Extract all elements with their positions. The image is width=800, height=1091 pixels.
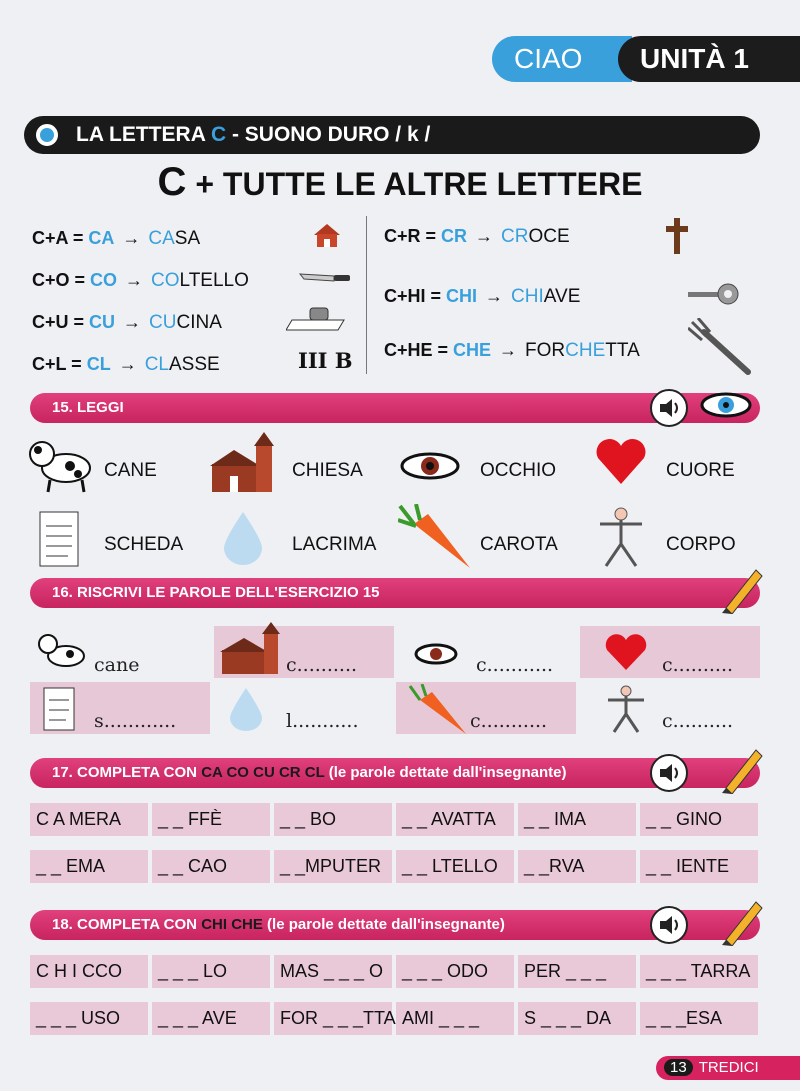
bullet-icon [36, 124, 58, 146]
pencil-icon [720, 896, 764, 946]
eye-icon [412, 640, 460, 668]
section-title-letter: C [210, 123, 227, 146]
answer-chiesa: c.......... [286, 654, 358, 676]
word-cell[interactable]: MAS _ _ _ O [274, 955, 392, 988]
word-cell[interactable]: _ _ _ USO [30, 1002, 148, 1035]
carrot-icon [398, 504, 474, 572]
carrot-icon [408, 684, 468, 736]
word-cell[interactable]: _ _ CAO [152, 850, 270, 883]
section-title-bar [24, 116, 760, 154]
title-rest: + TUTTE LE ALTRE LETTERE [186, 166, 643, 202]
rule-cr: C+R = CR → CROCE [384, 226, 570, 247]
word-cell[interactable]: S _ _ _ DA [518, 1002, 636, 1035]
word-cell[interactable]: _ _ _ TARRA [640, 955, 758, 988]
answer-cane: cane [94, 654, 140, 676]
church-icon [220, 620, 284, 676]
rule-ca: C+A = CA → CASA [32, 228, 201, 249]
word-cell[interactable]: _ _ _ AVE [152, 1002, 270, 1035]
heart-icon [604, 632, 648, 672]
body-icon [596, 506, 646, 568]
exercise-17-bar: 17. COMPLETA CON CA CO CU CR CL (le parole dettate dall'insegnante) [30, 758, 760, 788]
title-c: C [157, 160, 187, 204]
answer-cuore: c.......... [662, 654, 734, 676]
answer-corpo: c.......... [662, 710, 734, 732]
word-cell[interactable]: PER _ _ _ [518, 955, 636, 988]
speaker-icon[interactable] [650, 906, 688, 944]
speaker-icon[interactable] [650, 389, 688, 427]
word-cell[interactable]: _ _ AVATTA [396, 803, 514, 836]
teardrop-icon [218, 510, 268, 566]
rule-co: C+O = CO → COLTELLO [32, 270, 249, 291]
page-word: TREDICI [698, 1059, 759, 1076]
cross-icon [664, 216, 690, 256]
dog-icon [36, 630, 92, 676]
tab-unit: UNITÀ 1 [618, 36, 800, 82]
vocab-chiesa: CHIESA [292, 460, 363, 481]
word-cell[interactable]: _ _ IENTE [640, 850, 758, 883]
body-icon [604, 684, 648, 734]
page-number: 13 [664, 1059, 693, 1076]
heart-icon [594, 436, 648, 486]
word-cell[interactable]: _ _ _ESA [640, 1002, 758, 1035]
answer-occhio: c........... [476, 654, 554, 676]
stove-icon [286, 304, 348, 332]
document-icon [42, 686, 78, 732]
pencil-icon [720, 744, 764, 794]
word-cell[interactable]: _ _ FFÈ [152, 803, 270, 836]
key-icon [686, 282, 742, 306]
word-cell[interactable]: _ _ _ ODO [396, 955, 514, 988]
exercise-15-bar: 15. LEGGI [30, 393, 760, 423]
answer-scheda: s............ [94, 710, 177, 732]
word-cell[interactable]: AMI _ _ _ [396, 1002, 514, 1035]
vocab-cuore: CUORE [666, 460, 735, 481]
page-title [0, 160, 800, 205]
church-icon [210, 430, 274, 494]
document-icon [38, 510, 82, 568]
word-cell[interactable]: _ _ EMA [30, 850, 148, 883]
exercise-18-bar: 18. COMPLETA CON CHI CHE (le parole dettate dall'insegnante) [30, 910, 760, 940]
exercise-16-bar: 16. RISCRIVI LE PAROLE DELL'ESERCIZIO 15 [30, 578, 760, 608]
word-cell[interactable]: C H I CCO [30, 955, 148, 988]
word-cell[interactable]: _ _ IMA [518, 803, 636, 836]
divider-line [366, 216, 367, 374]
house-icon [312, 222, 342, 248]
rule-che: C+HE = CHE → FORCHETTA [384, 340, 640, 361]
section-title-post: - SUONO DURO / k / [226, 123, 431, 146]
answer-lacrima: l........... [286, 710, 359, 732]
fork-icon [688, 318, 754, 376]
tab-ciao: CIAO [492, 36, 632, 82]
eye-icon [398, 448, 462, 484]
word-cell[interactable]: _ _ BO [274, 803, 392, 836]
word-cell[interactable]: _ _ LTELLO [396, 850, 514, 883]
speaker-icon[interactable] [650, 754, 688, 792]
page-footer [656, 1056, 800, 1080]
eye-icon [698, 388, 754, 422]
word-cell[interactable]: _ _ _ LO [152, 955, 270, 988]
rule-cl: C+L = CL → CLASSE [32, 354, 220, 375]
word-cell[interactable]: FOR _ _ _TTA [274, 1002, 392, 1035]
vocab-carota: CAROTA [480, 534, 558, 555]
rule-chi: C+HI = CHI → CHIAVE [384, 286, 581, 307]
vocab-occhio: OCCHIO [480, 460, 556, 481]
word-cell[interactable]: _ _ GINO [640, 803, 758, 836]
vocab-scheda: SCHEDA [104, 534, 184, 555]
vocab-lacrima: LACRIMA [292, 534, 377, 555]
knife-icon [298, 268, 352, 288]
teardrop-icon [226, 686, 266, 732]
vocab-cane: CANE [104, 460, 157, 481]
class-label: III B [298, 348, 353, 373]
dog-icon [26, 434, 102, 496]
word-cell[interactable]: _ _MPUTER [274, 850, 392, 883]
answer-carota: c........... [470, 710, 548, 732]
vocab-corpo: CORPO [666, 534, 736, 555]
rule-cu: C+U = CU → CUCINA [32, 312, 222, 333]
section-title-pre: LA LETTERA [76, 123, 211, 146]
word-cell[interactable]: C A MERA [30, 803, 148, 836]
word-cell[interactable]: _ _RVA [518, 850, 636, 883]
pencil-icon [720, 564, 764, 614]
